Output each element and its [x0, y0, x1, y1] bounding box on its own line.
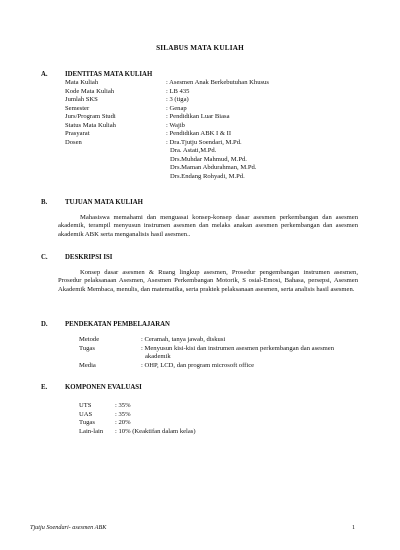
section-e-letter: E.: [41, 384, 48, 391]
lecturer-name: Dra. Astati,M.Pd.: [170, 147, 217, 154]
identity-key: Dosen: [65, 138, 82, 146]
footer-author: Tjutju Soendari- asesmen ABK: [30, 524, 107, 531]
approach-value: : Menyusun kisi-kisi dan instrumen asesmen perkembangan dan asesmen: [141, 344, 335, 352]
identity-key: Jumlah SKS: [65, 96, 98, 103]
approach-value: : Ceramah, tanya jawab, diskusi: [141, 336, 226, 343]
section-b-letter: B.: [41, 199, 48, 206]
evaluation-key: UAS: [79, 410, 93, 418]
section-b-heading: [41, 199, 143, 206]
approach-key: Metode: [79, 336, 100, 343]
identity-key: Status Mata Kuliah: [65, 121, 116, 129]
approach-value: : OHP, LCD, dan program microsoft office: [141, 361, 255, 369]
section-a-title: IDENTITAS MATA KULIAH: [65, 71, 153, 78]
section-e-heading: [41, 384, 142, 391]
section-b-paragraph: [58, 214, 358, 239]
section-c-heading: [41, 254, 112, 261]
section-d-title: PENDEKATAN PEMBELAJARAN: [65, 321, 170, 328]
identity-key: Jurs/Program Studi: [65, 113, 116, 120]
evaluation-key: UTS: [79, 402, 92, 409]
identity-value: : Pendidikan ABK I & II: [166, 130, 232, 137]
section-d-heading: [41, 321, 170, 328]
approach-key: Media: [79, 361, 96, 369]
identity-value: : Wajib: [166, 121, 185, 129]
approach-key: Tugas: [79, 344, 95, 352]
identity-value: : LB 435: [166, 87, 190, 95]
document-title: SILABUS MATA KULIAH: [156, 44, 244, 52]
evaluation-value: : 10% (Keaktifan dalam kelas): [115, 427, 196, 435]
evaluation-value: : 35%: [115, 402, 131, 409]
evaluation-value: : 35%: [115, 410, 131, 418]
identity-value: : Asesmen Anak Berkebutuhan Khusus: [166, 79, 269, 86]
approach-table: [79, 336, 379, 376]
identity-value: : Genap: [166, 104, 187, 112]
identity-key: Semester: [65, 104, 90, 112]
section-c-paragraph: [58, 269, 358, 294]
section-a-letter: A.: [41, 71, 48, 78]
lecturer-name: Drs.Endang Rohyadi, M.Pd.: [170, 172, 245, 180]
section-e-title: KOMPONEN EVALUASI: [65, 384, 142, 391]
evaluation-value: : 20%: [115, 419, 131, 426]
section-c-text: Konsep dasar asesmen & Ruang lingkup asesmen, Prosedur pengembangan instrumen asesmen, Prosedur pelaksanaan Asesmen, Asesmen Perkembangan Motorik, S osial-Emosi, Bahasa, persepsi, Asesmen Akademik Membaca, menulis, dan matematika, serta praktek pelaksanaan asesmen, serta analisis hasil asesmen.: [58, 269, 358, 293]
approach-value: akademik: [145, 353, 171, 360]
identity-key: Mata Kuliah: [65, 79, 99, 86]
evaluation-table: [79, 402, 379, 442]
identity-value: : Pendidikan Luar Biasa: [166, 113, 230, 120]
identity-key: Kode Mata Kuliah: [65, 87, 115, 95]
identity-key: Prasyarat: [65, 130, 90, 137]
identity-value: : 3 (tiga): [166, 96, 189, 103]
lecturer-name: Drs.Muhdar Mahmud, M.Pd.: [170, 155, 247, 163]
section-b-title: TUJUAN MATA KULIAH: [65, 199, 143, 206]
section-c-letter: C.: [41, 254, 48, 261]
evaluation-key: Tugas: [79, 419, 95, 426]
lecturer-name: Drs.Maman Abdurahman, M.Pd.: [170, 164, 257, 171]
section-b-text: Mahasiswa memahami dan menguasai konsep-konsep dasar asesmen perkembangan dan asesmen akademik, terampil menyusun instrumen asesmen dan melaks anakan asesmen perkembangan dan asesmen akademik ABK serta menganalisis hasil asesmen..: [58, 214, 358, 238]
page-number: 1: [352, 524, 356, 531]
section-c-title: DESKRIPSI ISI: [65, 254, 113, 261]
evaluation-key: Lain-lain: [79, 427, 104, 435]
section-a-heading: [41, 71, 152, 78]
identity-table: [65, 79, 365, 189]
section-d-letter: D.: [41, 321, 48, 328]
identity-value: : Dra.Tjutju Soendari, M.Pd.: [166, 138, 242, 146]
